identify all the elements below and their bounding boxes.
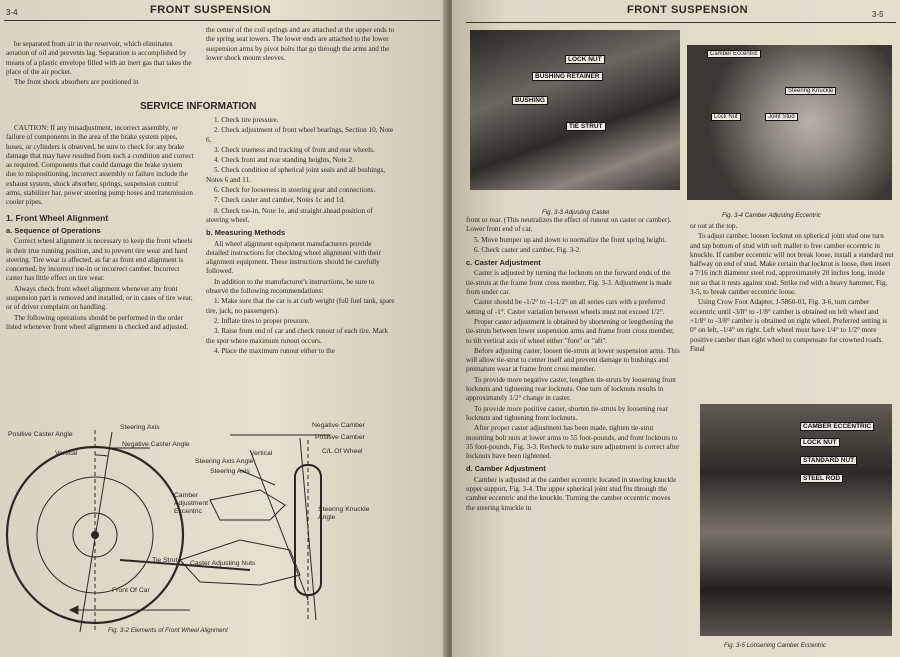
label-negative-camber: Negative Camber <box>312 422 365 429</box>
label-lock-nut: LOCK NUT <box>565 55 605 64</box>
upper-arm <box>210 490 285 520</box>
label-steering-axis-mid: Steering Axis <box>210 468 250 475</box>
figure-3-3-caption: Fig. 3-3 Adjusting Caster <box>542 209 610 216</box>
label-standard-nut: STANDARD NUT <box>800 456 857 465</box>
paragraph: 3. Raise front end of car and check runout of each tire. Mark the spot where maximum runout occurs. <box>206 327 389 345</box>
front-of-car-arrow <box>70 606 78 614</box>
middle-column <box>466 216 680 514</box>
paragraph: Correct wheel alignment is necessary to keep the front wheels in their true running position, and to prevent tire wear and hard steering. Tire wear is affected, as far as front end alignment is concerned, by incorrect toe-in or incorrect camber. Incorrect caster has little effect on tire wear. <box>6 237 193 283</box>
label-tie-strut: TIE STRUT <box>566 122 606 131</box>
sub-d-title: d. Camber Adjustment <box>466 464 546 474</box>
header-rule <box>466 22 896 23</box>
right-page-number: 3-5 <box>872 10 884 19</box>
caution-paragraph: CAUTION: If any misadjustment, incorrect assembly, or failure of components in the area of the brake system pipes, hoses, or cylinders is observed, be sure to check for any brake damage that may have resulted from such a condition and correct as required. Components that could damage the brake system due to mispositioning, incorrect assembly or failure include the exhaust system, shock absorber, springs, suspension control arms, stabilizer bar, power steering pump hoses and transmission cooler pipes. <box>6 124 194 207</box>
paragraph: 6. Check caster and camber, Fig. 3-2. <box>474 245 582 254</box>
service-information-title: SERVICE INFORMATION <box>140 101 257 112</box>
label-lock-nut: Lock Nut <box>711 113 741 121</box>
paragraph: To adjust camber, loosen locknut on spherical joint stud one turn and tap bottom of stud with soft mallet to free camber eccentric in knuckle. If camber eccentric will not break loose, install a standard nut halfway on end of stud. Make certain that locknut is loose, then insert a 7/16 inch diameter steel rod, approximately 20 inches long, inside nut so that it rests against stud. Strike rod with a heavy hammer, Fig. 3-5, to break camber eccentric loose. <box>690 232 894 297</box>
checklist-item: 3. Check trueness and tracking of front and rear wheels. <box>214 145 375 154</box>
figure-3-5-caption: Fig. 3-5 Loosening Camber Eccentric <box>724 642 827 649</box>
paragraph: 5. Move bumper up and down to normalize the front spring height. <box>474 235 667 244</box>
label-steering-knuckle: Steering Knuckle <box>785 87 836 95</box>
left-page-header: FRONT SUSPENSION <box>150 4 272 16</box>
paragraph: To provide more negative caster, lengthen tie-struts by loosening front locknuts and tightening rear locknuts. One turn of locknuts results in approximately 1/2° change in caster. <box>466 375 676 403</box>
header-rule <box>4 20 440 21</box>
label-vertical-left: Vertical <box>55 450 78 457</box>
paragraph: Always check front wheel alignment whenever any front suspension part is removed and installed, or in cases of tire wear, or of driver complaint on handling. <box>6 284 193 312</box>
paragraph: Caster should be -1/2° to -1-1/2° on all series cars with a preferred setting of -1°. Caster variation between wheels must not exceed 1/2°. <box>466 298 665 316</box>
checklist-item: 6. Check for looseness in steering gear and connections. <box>214 186 376 195</box>
checklist-item: 5. Check condition of spherical joint seals and all bushings, Notes 6 and 11. <box>206 166 386 184</box>
label-bushing: BUSHING <box>512 96 548 105</box>
paragraph: 1. Make sure that the car is at curb weight (full fuel tank, spare tire, jack, no passengers). <box>206 297 395 315</box>
sub-c-title: c. Caster Adjustment <box>466 258 541 268</box>
left-column <box>6 124 194 333</box>
sub-a-title: a. Sequence of Operations <box>6 225 101 235</box>
figure-3-5-photo <box>700 404 892 636</box>
figure-3-4-caption: Fig. 3-4 Camber Adjusting Eccentric <box>722 212 821 219</box>
label-vertical-right: Vertical <box>250 450 273 457</box>
paragraph: The following operations should be performed in the order listed whenever front wheel alignment is checked and adjusted. <box>6 313 189 331</box>
paragraph: Proper caster adjustment is obtained by shortening or lengthening the tie-struts between lower suspension arms and frame front cross member, to tilt vertical axis of wheel either "fore" or "aft". <box>466 317 675 345</box>
label-negative-caster-angle: Negative Caster Angle <box>122 441 190 448</box>
paragraph: The front shock absorbers are positioned in <box>14 78 139 87</box>
figure-3-4-photo <box>687 45 892 200</box>
alignment-diagram <box>0 410 440 640</box>
paragraph: front or rear. (This neutralizes the effect of runout on caster or camber). Lower front end of car. <box>466 216 672 234</box>
label-steel-rod: STEEL ROD <box>800 474 843 483</box>
paragraph: Camber is adjusted at the camber eccentric located in steering knuckle upper support, Fig. 3-4. The upper spherical joint stud fits through the camber eccentric and the knuckle. Turning the camber eccentric moves the steering knuckle in <box>466 475 677 512</box>
label-lock-nut: LOCK NUT <box>800 438 840 447</box>
checklist-item: 1. Check tire pressure. <box>214 116 279 124</box>
sub-b-title: b. Measuring Methods <box>206 228 286 238</box>
paragraph: 4. Place the maximum runout either to the <box>214 346 335 355</box>
paragraph: After proper caster adjustment has been made, tighten tie-strut mounting bolt nuts at lower arms to 55 foot-pounds, and front locknuts to 35 foot-pounds, Fig. 3-3. Recheck to make sure adjustment is correct after locknuts have been tightened. <box>466 424 680 461</box>
section-1-title: 1. Front Wheel Alignment <box>6 212 109 223</box>
label-tie-strut: Tie Strut <box>152 557 178 564</box>
label-positive-caster-angle: Positive Caster Angle <box>8 431 73 438</box>
right-column <box>206 116 396 357</box>
paragraph: All wheel alignment equipment manufacturers provide detailed instructions for checking wheel alignment with their alignment equipment. These instructions should be carefully followed. <box>206 239 382 276</box>
label-bushing-retainer: BUSHING RETAINER <box>532 72 603 81</box>
paragraph: or out at the top. <box>690 222 738 230</box>
paragraph: Caster is adjusted by turning the locknuts on the forward ends of the tie-struts at the frame front cross member, Fig. 3-3. Adjustment is made from under car. <box>466 269 672 297</box>
label-camber-eccentric: Camber Eccentric <box>707 50 761 58</box>
left-page <box>0 0 448 657</box>
label-joint-stud: Joint Stud <box>765 113 798 121</box>
label-steering-axis: Steering Axis <box>120 424 160 431</box>
paragraph: Using Crow Foot Adapter, J-5860-01, Fig. 3-6, turn camber eccentric until -3/8° to -1/8° camber is obtained on left wheel and +1/8° to -3/8° camber is obtained on right wheel. Preferred setting is 0° on left, -1/4° on right. Left wheel must have 1/4° to 1/2° more positive camber than right wheel to compensate for crowned roads. Final <box>690 298 888 353</box>
label-steering-knuckle-angle: Steering Knuckle Angle <box>318 506 370 521</box>
checklist-item: 8. Check toe-in, Note 1e, and straight ahead position of steering wheel. <box>206 206 373 224</box>
paragraph: In addition to the manufacturer's instructions, be sure to observe the following recommendations: <box>206 277 375 296</box>
right-page-header: FRONT SUSPENSION <box>627 4 749 16</box>
label-camber-eccentric: CAMBER ECCENTRIC <box>800 422 874 431</box>
steering-axis-right <box>250 450 308 600</box>
intro-column-1 <box>6 40 194 88</box>
label-steering-axis-angle: Steering Axis Angle <box>195 458 254 465</box>
paragraph: the center of the coil springs and are attached at the upper ends to the spring seat towers. The lower ends are attached to the lower suspension arms by pivot bolts that go through the arms and the lower shock mount sleeves. <box>206 26 395 62</box>
caster-arc <box>95 455 108 456</box>
label-positive-camber: Positive Camber <box>315 434 365 441</box>
label-caster-adjusting-nuts: Caster Adjusting Nuts <box>190 560 256 567</box>
figure-3-2-caption: Fig. 3-2 Elements of Front Wheel Alignment <box>108 627 228 634</box>
right-column <box>690 222 894 355</box>
checklist-item: 7. Check caster and camber, Notes 1c and 1d. <box>214 196 345 205</box>
paragraph: To provide more positive caster, shorten tie-struts by loosening rear locknuts and tightening front locknuts. <box>466 404 669 422</box>
paragraph: Before adjusting caster, loosen tie-struts at lower suspension arms. This will allow tie-strut to center itself and prevent damage to bushings and premature wear at frame front cross member. <box>466 346 680 374</box>
label-front-of-car: Front Of Car <box>112 587 150 594</box>
paragraph: 2. Inflate tires to proper pressure. <box>214 316 310 325</box>
right-page <box>452 0 900 657</box>
checklist-item: 4. Check front and rear standing heights, Note 2. <box>214 156 354 165</box>
figure-3-3-photo <box>470 30 680 190</box>
figure-3-2 <box>0 410 440 657</box>
paragraph: be separated from air in the reservoir, which eliminates aeration of oil and prevents lag. Separation is accomplished by means of a plastic envelope filled with an inert gas that takes the place of the air pocket. <box>6 40 192 76</box>
label-cl-of-wheel: C/L Of Wheel <box>322 448 363 455</box>
label-camber-adjustment-eccentric: Camber Adjustment Eccentric <box>174 492 209 515</box>
intro-column-2 <box>206 26 396 64</box>
checklist-item: 2. Check adjustment of front wheel bearings, Section 10, Note 6. <box>206 126 394 144</box>
left-page-number: 3-4 <box>6 8 18 17</box>
hub-center <box>91 531 99 539</box>
